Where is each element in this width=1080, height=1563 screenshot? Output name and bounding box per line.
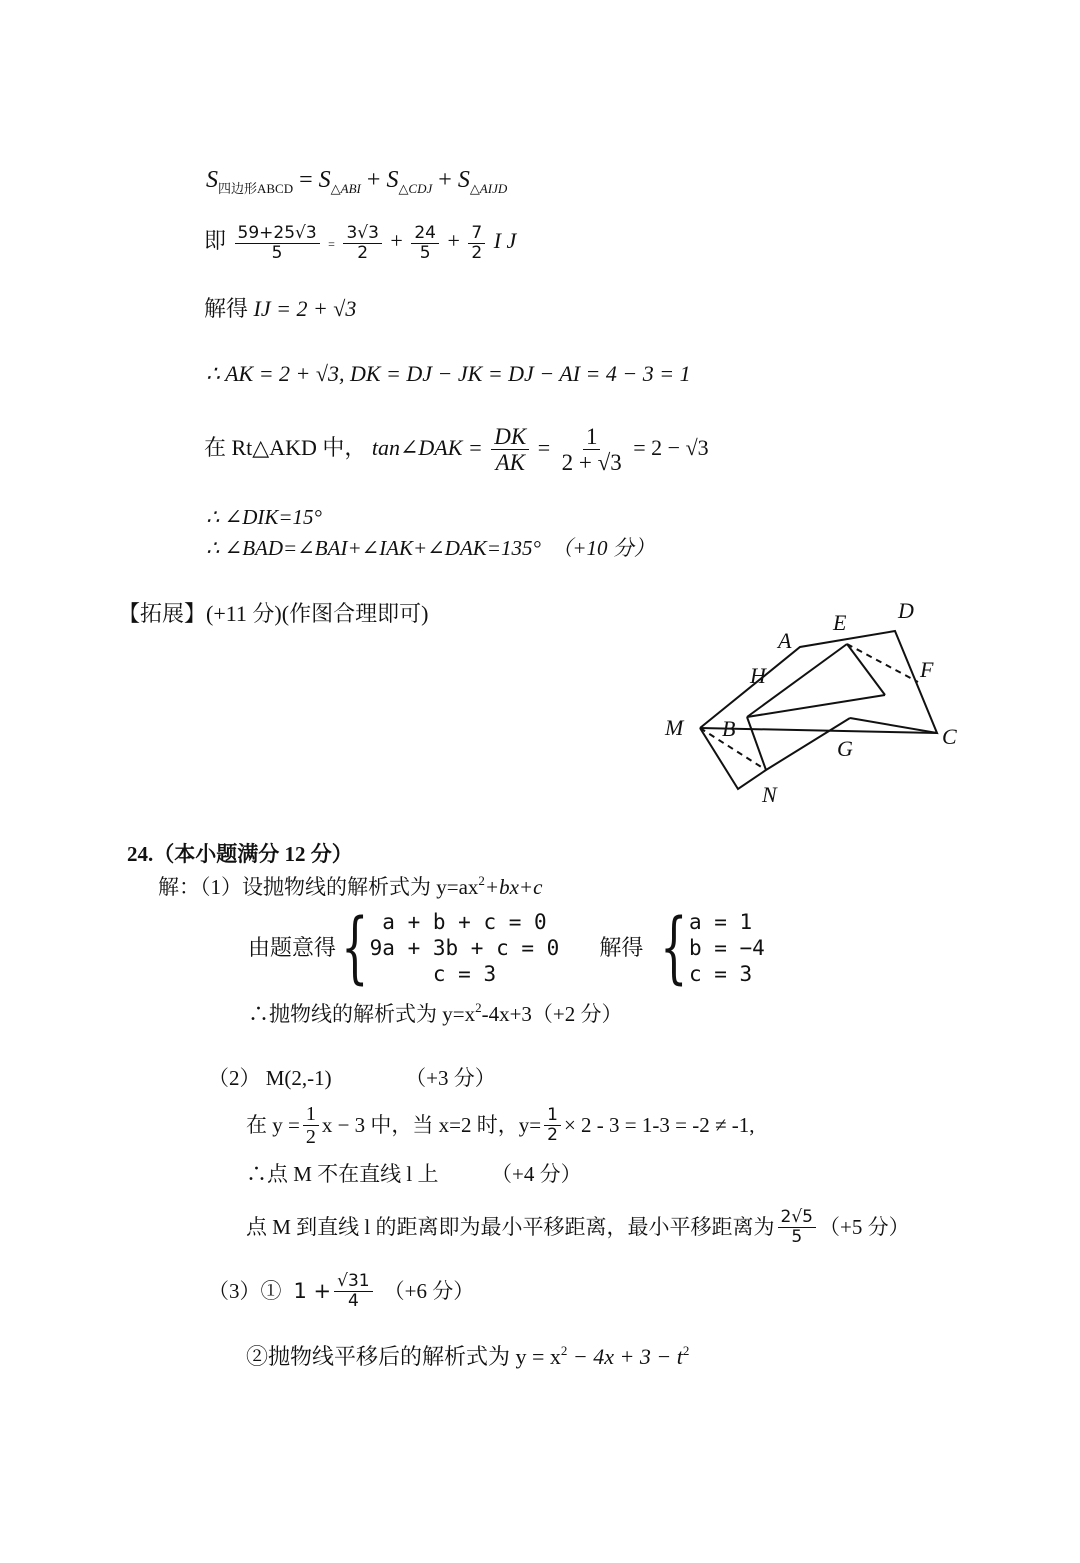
area-substitution: 即 $\frac{59+25√3}{5}$ = $\frac{3√3}{2}$ + $\frac{24}{5}$ + $\frac{7}{2}$ I J <box>204 223 517 263</box>
solve-ij: 解得 IJ = 2 + √3 <box>204 296 357 321</box>
line-b-f <box>747 695 885 717</box>
fraction-half: $\frac{1}{2}$ <box>303 1103 319 1148</box>
fraction-total-area: $\frac{59+25√3}{5}$ <box>235 224 320 262</box>
point-m-label: M <box>665 715 684 740</box>
q24-part2-distance: 点 M 到直线 l 的距离即为最小平移距离，最小平移距离为 $\frac{2√5}{5}$ （+5 分） <box>246 1207 910 1247</box>
point-h-label: H <box>750 663 766 688</box>
extension-figure <box>650 590 990 820</box>
left-brace: { <box>341 903 369 993</box>
fraction-term3: $\frac{7}{2}$ <box>468 224 485 262</box>
solution-system: a = 1 b = −4 c = 3 <box>688 910 765 986</box>
extension-label: 【拓展】(+11 分)(作图合理即可) <box>118 601 429 626</box>
outer-polygon <box>700 631 937 733</box>
point-d-label: D <box>898 598 914 623</box>
line-b-n <box>747 717 766 770</box>
q24-system: 由题意得 { a + b + c = 0 9a + 3b + c = 0 c = 3 解得 { a = 1 b = −4 c = 3 <box>248 903 765 993</box>
angle-bad-line: ∴ ∠BAD=∠BAI+∠IAK+∠DAK=135° （+10 分） <box>206 536 655 560</box>
left-brace-solution: { <box>660 903 688 993</box>
point-b-label: B <box>722 716 736 741</box>
fraction-term2: $\frac{24}{5}$ <box>411 224 439 262</box>
point-n-label: N <box>762 782 777 807</box>
q24-title: 24.（本小题满分 12 分） <box>127 842 353 866</box>
angle-dik-line: ∴ ∠DIK=15° <box>206 505 322 529</box>
diagonal-mc <box>700 728 937 733</box>
q24-part1-intro: 解：（1）设抛物线的解析式为 $y=ax^2+bx+c$ <box>158 873 543 899</box>
point-c-label: C <box>942 724 957 749</box>
point-e-label: E <box>833 610 847 635</box>
fraction-dk-ak: $\frac{DK}{AK}$ <box>491 424 529 476</box>
point-f-label: F <box>920 657 934 682</box>
equation-system: a + b + c = 0 9a + 3b + c = 0 c = 3 <box>369 910 560 986</box>
tan-line: 在 Rt△AKD 中， tan∠DAK = $\frac{DK}{AK}$ = $\frac{1}{2 + √3}$ = 2 − √3 <box>204 424 709 476</box>
fraction-one-over: $\frac{1}{2 + √3}$ <box>561 424 622 476</box>
q24-part2-notline: ∴点 M 不在直线 l 上 （+4 分） <box>246 1162 582 1186</box>
fraction-min-distance: $\frac{2√5}{5}$ <box>778 1208 816 1246</box>
q24-part2-check: 在 y = $\frac{1}{2}$ x − 3 中，当 x=2 时，y= $\frac{1}{2}$ × 2 - 3 = 1-3 = -2 ≠ -1, <box>246 1103 755 1148</box>
line-e-f <box>847 644 885 695</box>
q24-part1-result: ∴抛物线的解析式为 $y=x^2-4x+3(+2$ 分） <box>248 1000 623 1026</box>
point-g-label: G <box>837 736 853 761</box>
fraction-term1: $\frac{3√3}{2}$ <box>343 224 381 262</box>
q24-part3-first: （3）① 1 + $\frac{√31}{4}$ （+6 分） <box>208 1271 475 1311</box>
ak-dk-line: ∴ AK = 2 + √3, DK = DJ − JK = DJ − AI = 4 − 3 = 1 <box>206 361 691 386</box>
q24-part2-head: （2） M(2,-1) （+3 分） <box>208 1066 496 1090</box>
fraction-half-small: $\frac{1}{2}$ <box>544 1106 561 1144</box>
q24-part3-second: ②抛物线平移后的解析式为 $y = x^2 - 4x + 3 - t^2$ <box>246 1343 690 1369</box>
point-a-label: A <box>778 628 792 653</box>
fraction-sqrt31: $\frac{√31}{4}$ <box>334 1272 372 1310</box>
area-equation: $S_{四边形ABCD} = S_{\triangle ABI} + S_{\triangle CDJ} + S_{\triangle AIJD}$ <box>206 167 508 196</box>
